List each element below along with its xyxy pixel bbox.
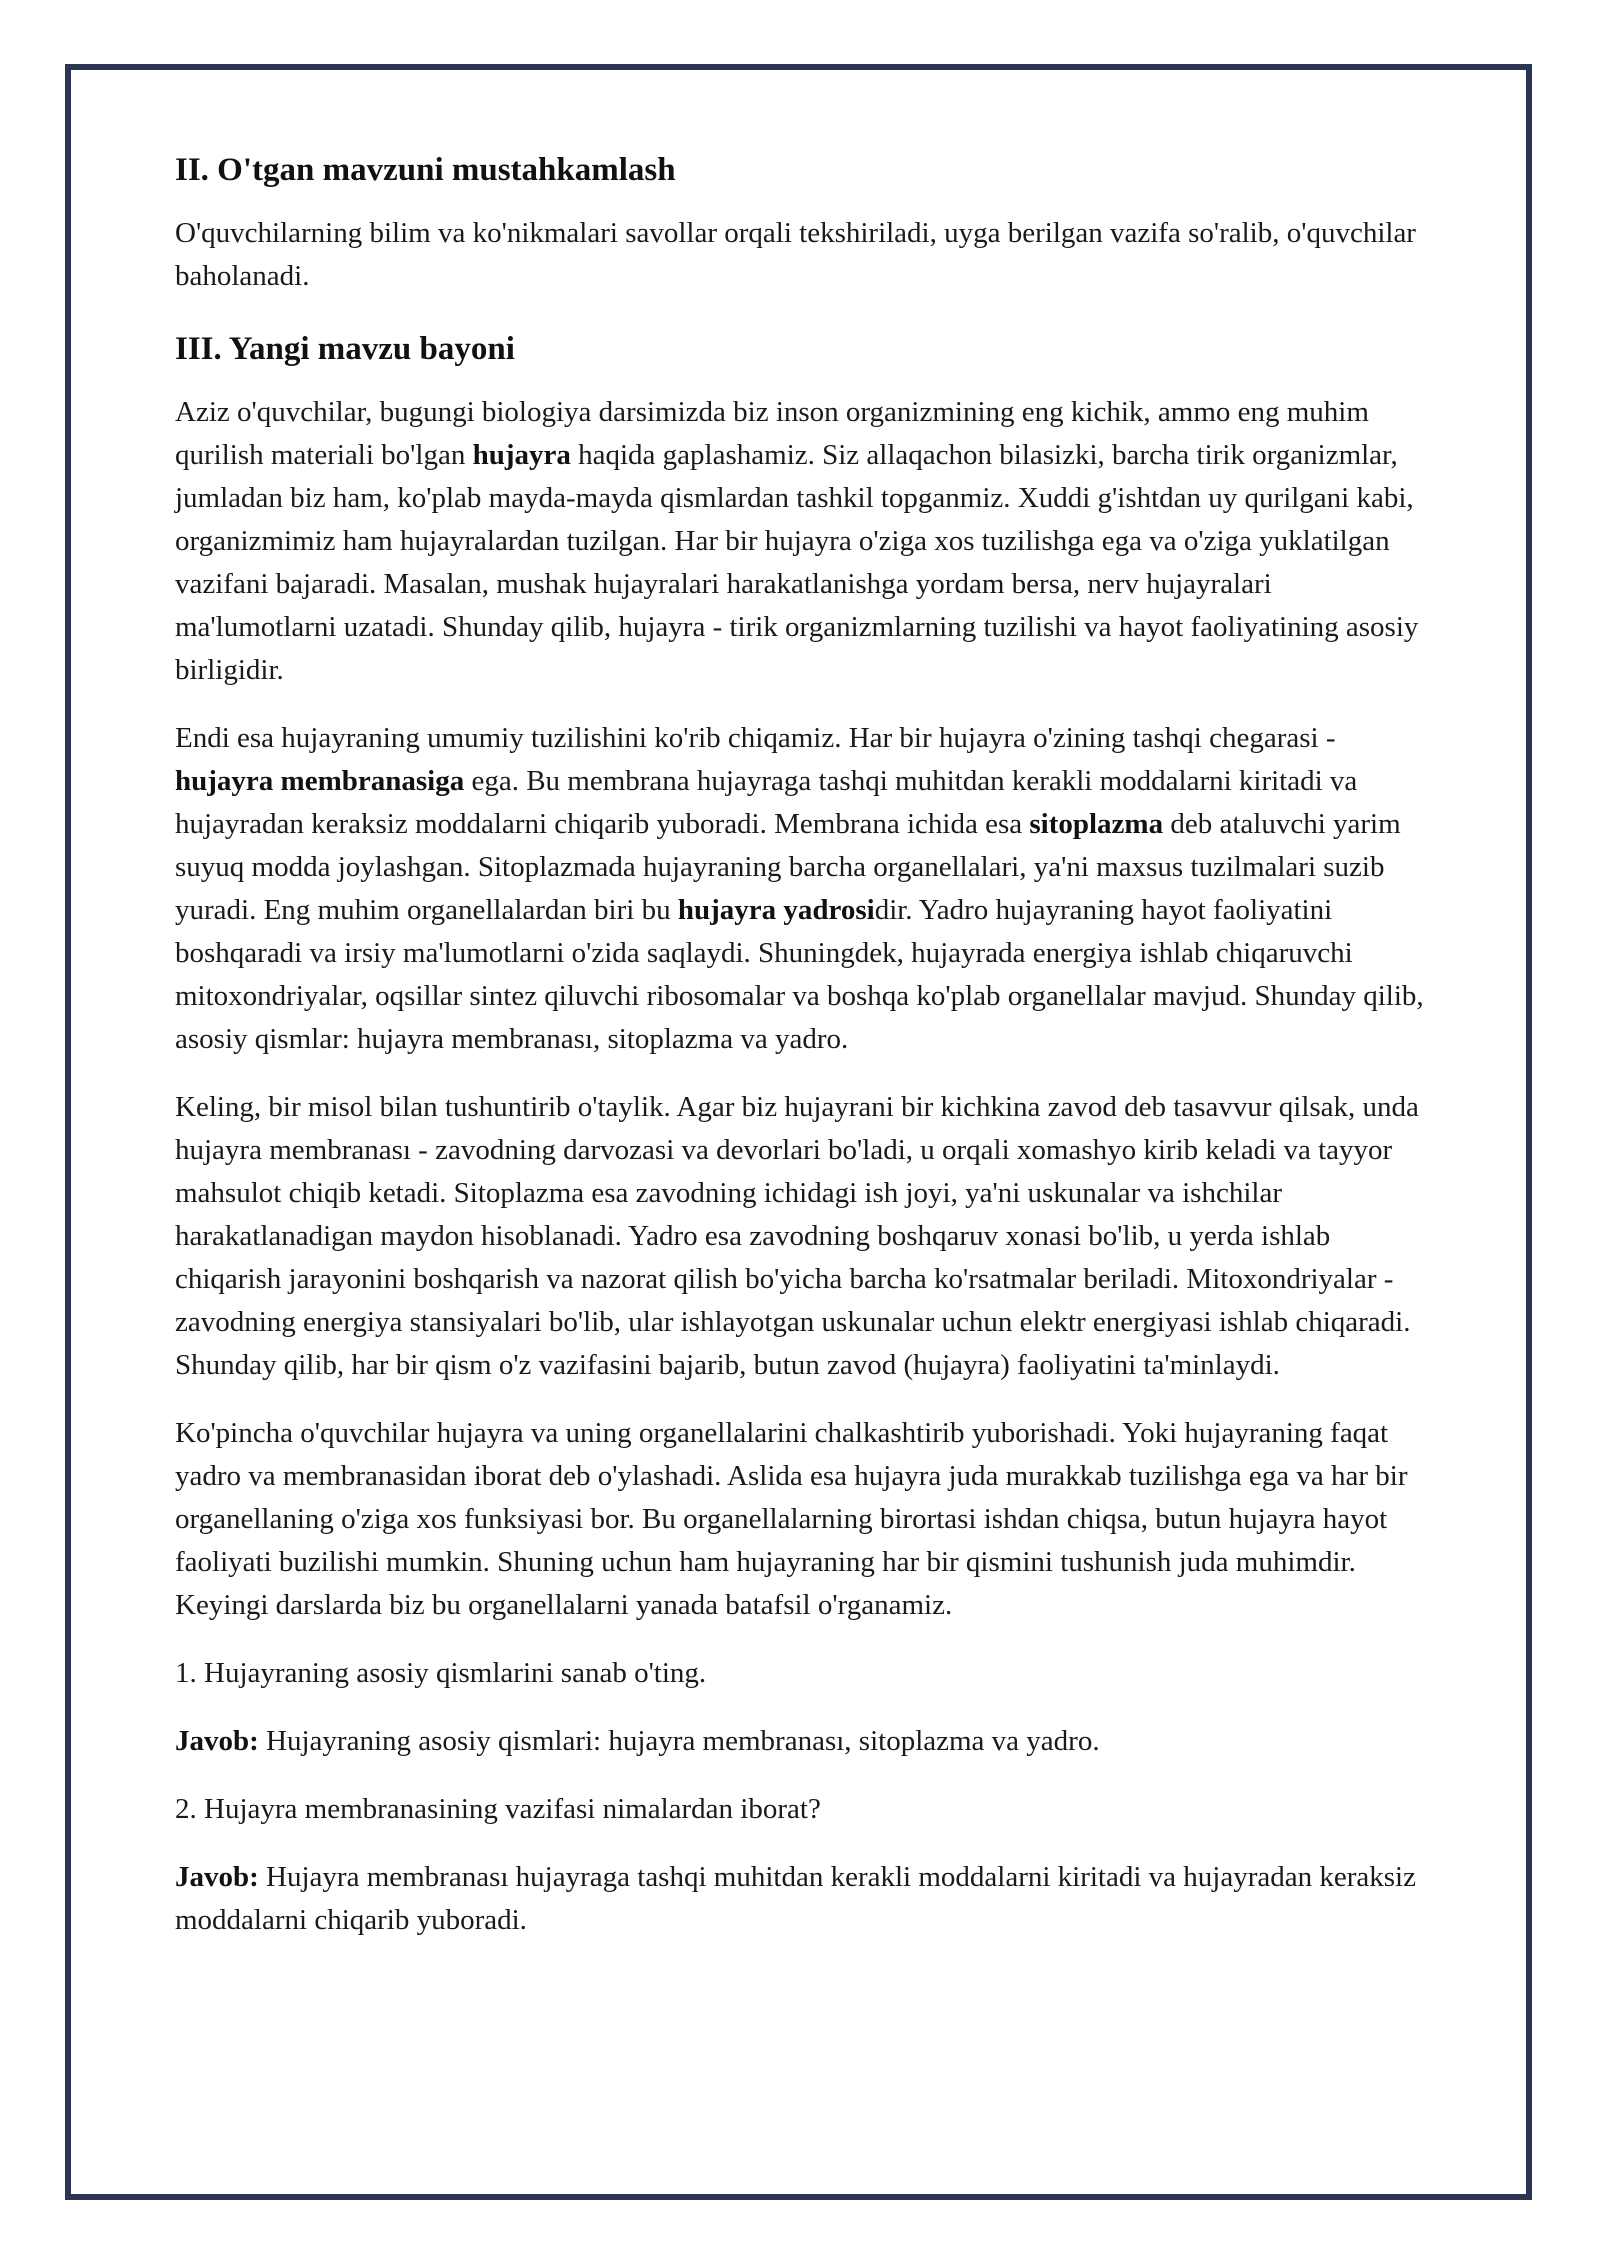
bold-term-cytoplasm: sitoplazma [1029,808,1164,840]
section-3-heading: III. Yangi mavzu bayoni [175,331,515,367]
section-3-paragraph-4: Ko'pincha o'quvchilar hujayra va uning organellalarini chalkashtirib yuborishadi. Yoki hujayraning faqat yadro va membranasidan iborat deb o'ylashadi. Aslida esa hujayra juda murakkab tuzilishga ega va har bir organellaning o'ziga xos funksiyasi bor. Bu organellalarning birortasi ishdan chiqsa, butun hujayra hayot faoliyati buzilishi mumkin. Shuning uchun ham hujayraning har bir qismini tushunish juda muhimdir. Keyingi darslarda biz bu organellalarni yanada batafsil o'rganamiz. [175,1417,1408,1621]
bold-term-nucleus: hujayra yadrosi [677,894,875,926]
bold-term-membrane: hujayra membranasiga [175,765,465,797]
answer-label: Javob: [175,1861,259,1893]
section-3-paragraph-1 [175,391,1440,692]
question-2: 2. Hujayra membranasining vazifasi nimalardan iborat? [175,1793,821,1825]
paragraph-text: dir. Yadro hujayraning hayot faoliyatini boshqaradi va irsiy ma'lumotlarni o'zida saqlaydi. Shuningdek, hujayrada energiya ishlab chiqaruvchi mitoxondriyalar, oqsillar sintez qiluvchi ribosomalar va boshqa ko'plab organellalar mavjud. Shunday qilib, asosiy qismlar: hujayra membranası, sitoplazma va yadro. [175,894,1424,1055]
paragraph-text: Endi esa hujayraning umumiy tuzilishini ko'rib chiqamiz. Har bir hujayra o'zining tashqi chegarasi - [175,722,1336,754]
document-body [175,150,1440,1967]
paragraph-text: haqida gaplashamiz. Siz allaqachon bilasizki, barcha tirik organizmlar, jumladan biz ham, ko'plab mayda-mayda qismlardan tashkil topganmiz. Xuddi g'ishtdan uy qurilgani kabi, organizmimiz ham hujayralardan tuzilgan. Har bir hujayra o'ziga xos tuzilishga ega va o'ziga yuklatilgan vazifani bajaradi. Masalan, mushak hujayralari harakatlanishga yordam bersa, nerv hujayralari ma'lumotlarni uzatadi. Shunday qilib, hujayra - tirik organizmlarning tuzilishi va hayot faoliyatining asosiy birligidir. [175,439,1419,686]
paragraph-text: ega. Bu membrana hujayraga tashqi muhitdan kerakli moddalarni kiritadi va hujayradan keraksiz moddalarni chiqarib yuboradi. Membrana ichida esa [175,765,1358,840]
paragraph-text: Aziz o'quvchilar, bugungi biologiya darsimizda biz inson organizmining eng kichik, ammo eng muhim qurilish materiali bo'lgan [175,396,1369,471]
question-1: 1. Hujayraning asosiy qismlarini sanab o'ting. [175,1657,707,1689]
bold-term-hujayra: hujayra [472,439,571,471]
answer-text: Hujayraning asosiy qismlari: hujayra membranası, sitoplazma va yadro. [258,1725,1100,1757]
answer-1 [175,1720,1440,1763]
section-3-paragraph-2 [175,717,1440,1061]
section-2-paragraph: O'quvchilarning bilim va ko'nikmalari savollar orqali tekshiriladi, uyga berilgan vazifa so'ralib, o'quvchilar baholanadi. [175,217,1416,292]
answer-text: Hujayra membranası hujayraga tashqi muhitdan kerakli moddalarni kiritadi va hujayradan keraksiz moddalarni chiqarib yuboradi. [175,1861,1416,1936]
answer-label: Javob: [175,1725,259,1757]
section-2-heading: II. O'tgan mavzuni mustahkamlash [175,152,676,188]
section-3-paragraph-3: Keling, bir misol bilan tushuntirib o'taylik. Agar biz hujayrani bir kichkina zavod deb tasavvur qilsak, unda hujayra membranası - zavodning darvozasi va devorlari bo'ladi, u orqali xomashyo kirib keladi va tayyor mahsulot chiqib ketadi. Sitoplazma esa zavodning ichidagi ish joyi, ya'ni uskunalar va ishchilar harakatlanadigan maydon hisoblanadi. Yadro esa zavodning boshqaruv xonasi bo'lib, u yerda ishlab chiqarish jarayonini boshqarish va nazorat qilish bo'yicha barcha ko'rsatmalar beriladi. Mitoxondriyalar - zavodning energiya stansiyalari bo'lib, ular ishlayotgan uskunalar uchun elektr energiyasi ishlab chiqaradi. Shunday qilib, har bir qism o'z vazifasini bajarib, butun zavod (hujayra) faoliyatini ta'minlaydi. [175,1091,1419,1381]
answer-2 [175,1856,1440,1942]
paragraph-text: deb ataluvchi yarim suyuq modda joylashgan. Sitoplazmada hujayraning barcha organellalari, ya'ni maxsus tuzilmalari suzib yuradi. Eng muhim organellalardan biri bu [175,808,1401,926]
